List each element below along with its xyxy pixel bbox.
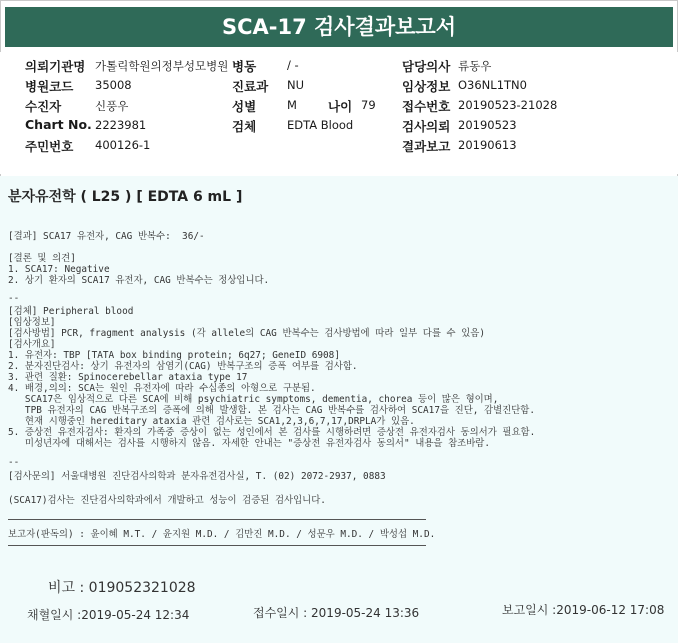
sex-label: 성별	[232, 99, 257, 114]
specimen-line: [검체] Peripheral blood	[8, 306, 134, 317]
age-value: 79	[361, 98, 376, 112]
overview-item-4b: TPB 유전자의 CAG 반복구조의 증폭에 의해 발생함. 본 검사는 CAG 반복수를 검사하여 SCA17을 진단, 감별진단함.	[8, 405, 535, 416]
dept-label: 진료과	[232, 79, 269, 94]
age-label: 나이	[328, 99, 353, 114]
method-line: [검사방법] PCR, fragment analysis (각 allele의 CAG 반복수는 검사방법에 따라 일부 다를 수 있음)	[8, 328, 485, 339]
receipt-label: 접수번호	[402, 99, 451, 114]
contact-line: [검사문의] 서울대병원 진단검사의학과 분자유전검사실, T. (02) 2072-2937, 0883	[8, 471, 386, 482]
developed-line: (SCA17)검사는 진단검사의학과에서 개발하고 성능이 검증된 검사입니다.	[8, 495, 326, 506]
reported-time: 보고일시 :2019-06-12 17:08	[502, 603, 665, 617]
institution-value: 가톨릭학원의정부성모병원	[95, 59, 229, 73]
overview-item-2: 2. 분자진단검사: 상기 유전자의 삼염기(CAG) 반복구조의 증폭 여부를 검사함.	[8, 361, 358, 372]
report-date-value: 20190613	[458, 138, 517, 152]
chart-label: Chart No.	[25, 117, 92, 132]
note-line: 비고 : 019052321028	[48, 580, 196, 596]
clinical-value: O36NL1TN0	[458, 78, 527, 92]
patient-info-panel	[0, 52, 678, 174]
collected-time: 채혈일시 :2019-05-24 12:34	[27, 608, 190, 622]
separator-dash-2: --	[8, 457, 20, 468]
chart-value: 2223981	[95, 118, 147, 132]
specimen-label: 검체	[232, 119, 257, 134]
sex-value: M	[287, 98, 297, 112]
report-date-label: 결과보고	[402, 139, 451, 154]
report-body	[0, 176, 678, 643]
conclusion-1: 1. SCA17: Negative	[8, 264, 110, 275]
overview-item-1: 1. 유전자: TBP [TATA box binding protein; 6q27; GeneID 6908]	[8, 350, 340, 361]
institution-label: 의뢰기관명	[25, 59, 86, 74]
patient-label: 수진자	[25, 99, 62, 114]
divider-bottom	[8, 545, 426, 546]
overview-item-4a: SCA17은 임상적으로 다른 SCA에 비해 psychiatric symptoms, dementia, chorea 등이 많은 형이며,	[8, 394, 499, 405]
conclusion-header: [결론 및 의견]	[8, 253, 76, 264]
clinical-label: 임상정보	[402, 79, 451, 94]
overview-item-5a: 미성년자에 대해서는 검사를 시행하지 않음. 자세한 안내는 "증상전 유전자검사 동의서" 내용을 참조바람.	[8, 438, 490, 449]
receipt-value: 20190523-21028	[458, 98, 558, 112]
overview-line: [검사개요]	[8, 339, 56, 350]
section-title: 분자유전학 ( L25 ) [ EDTA 6 mL ]	[8, 189, 243, 205]
dept-value: NU	[287, 78, 305, 92]
hospital-code-label: 병원코드	[25, 79, 74, 94]
received-time: 접수일시 : 2019-05-24 13:36	[253, 606, 420, 620]
ward-value: / -	[287, 58, 299, 72]
hospital-code-value: 35008	[95, 78, 132, 92]
result-line: [결과] SCA17 유전자, CAG 반복수: 36/-	[8, 231, 205, 242]
overview-item-4: 4. 배경,의의: SCA는 원인 유전자에 따라 수십종의 아형으로 구분됨.	[8, 383, 316, 394]
specimen-value: EDTA Blood	[287, 118, 354, 132]
request-label: 검사의뢰	[402, 119, 451, 134]
divider-top	[8, 519, 426, 520]
overview-item-3: 3. 관련 질환: Spinocerebellar ataxia type 17	[8, 372, 248, 383]
patient-value: 신풍우	[95, 99, 129, 113]
request-value: 20190523	[458, 118, 517, 132]
doctor-value: 류동우	[458, 59, 492, 73]
conclusion-2: 2. 상기 환자의 SCA17 유전자, CAG 반복수는 정상입니다.	[8, 275, 270, 286]
overview-item-5: 5. 증상전 유전자검사: 환자의 가족중 증상이 없는 성인에서 본 검사를 시행하려면 증상전 유전자검사 동의서가 필요함.	[8, 427, 536, 438]
separator-dash: --	[8, 293, 20, 304]
doctor-label: 담당의사	[402, 59, 451, 74]
clinical-line: [임상정보]	[8, 317, 56, 328]
id-label: 주민번호	[25, 139, 74, 154]
overview-item-4c: 현재 시행중인 hereditary ataxia 관련 검사로는 SCA1,2,3,6,7,17,DRPLA가 있음.	[8, 416, 415, 427]
id-value: 400126-1	[95, 138, 151, 152]
reporters-line: 보고자(판독의) : 윤이혜 M.T. / 윤지원 M.D. / 김만진 M.D. / 성문우 M.D. / 박성섭 M.D.	[8, 529, 436, 540]
ward-label: 병동	[232, 59, 257, 74]
report-title: SCA-17 검사결과보고서	[5, 7, 673, 47]
